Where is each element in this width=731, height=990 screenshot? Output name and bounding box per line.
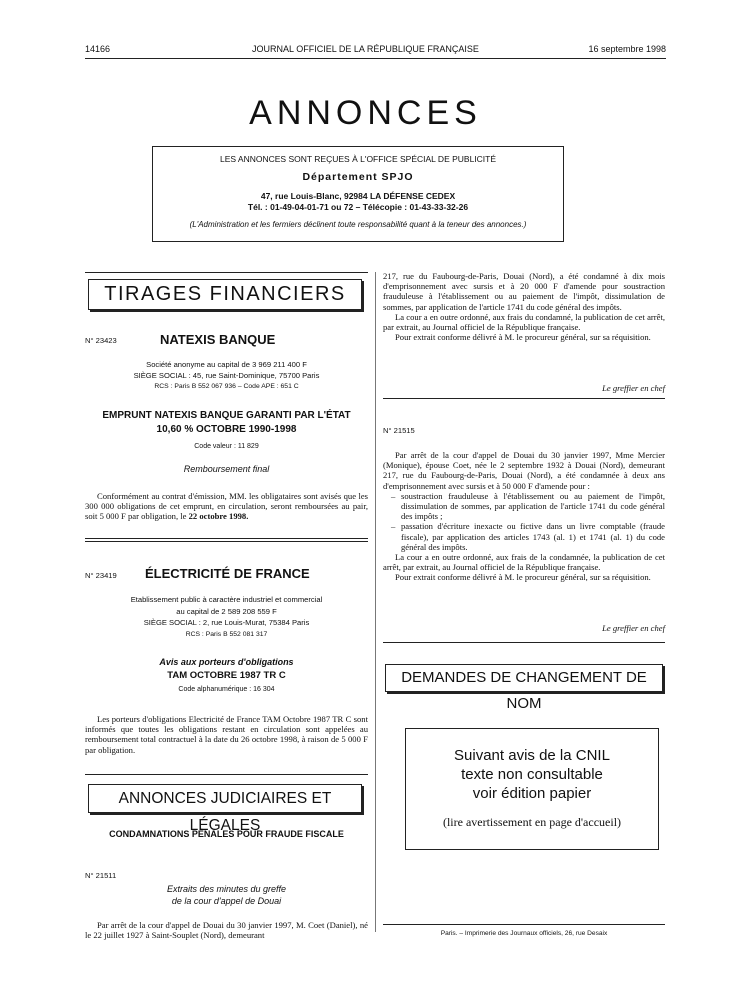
- disclaimer: (L'Administration et les fermiers déclinent toute responsabilité quant à la teneur des annonces.): [189, 220, 527, 229]
- natexis-body: Conformément au contrat d'émission, MM. les obligataires sont avisés que les 300 000 obligations de cet emprunt, en circulation, seront remboursées au pair, soit 5 000 F par obligation, le: [85, 491, 368, 522]
- extrait-conforme: Pour extrait conforme délivré à M. le procureur général, sur sa réquisition.: [395, 332, 651, 343]
- capital: au capital de 2 589 208 559 F: [176, 606, 277, 616]
- cnil-line: voir édition papier: [472, 785, 592, 802]
- cnil-notice-box: [405, 728, 659, 850]
- cnil-line: Suivant avis de la CNIL: [454, 747, 610, 764]
- phone-fax: Tél. : 01-49-04-01-71 ou 72 – Télécopie : 01-43-33-32-26: [247, 202, 469, 212]
- cnil-line: texte non consultable: [461, 766, 603, 783]
- mercier-text: [383, 450, 665, 583]
- notice-number: N° 21515: [383, 426, 415, 435]
- continuation-text: 217, rue du Faubourg-de-Paris, Douai (Nord), a été condamné à dix mois d'emprisonnement avec sursis et à 20 000 F d'amende pour soustraction frauduleuse à l'établissement ou au paiement de l'impôt, dissimulation de sommes, par application de l'article 1741 du code général des impôts.: [383, 271, 665, 312]
- extrait-line: Extraits des minutes du greffe: [166, 884, 287, 894]
- section-demandes-changement-nom: DEMANDES DE CHANGEMENT DE NOM: [385, 664, 663, 692]
- signature-greffier: Le greffier en chef: [602, 383, 665, 393]
- code-valeur: Code valeur : 11 829: [194, 443, 259, 450]
- charge-item: – soustraction frauduleuse à l'établissement ou au paiement de l'impôt, dissimulation de sommes, par application de l'article 1741 du code général des impôts ;: [401, 491, 665, 522]
- publication-order: La cour a en outre ordonné, aux frais de la condamnée, la publication de cet arrêt, par extrait, au Journal officiel de la République française.: [383, 552, 665, 573]
- notice-number: N° 23423: [85, 336, 117, 345]
- column-rule: [85, 774, 368, 775]
- cnil-warning: (lire avertissement en page d'accueil): [442, 815, 622, 829]
- status: Etablissement public à caractère industriel et commercial: [130, 595, 323, 604]
- edf-details: [85, 594, 368, 640]
- extrait-line: de la cour d'appel de Douai: [171, 896, 282, 906]
- signature-greffier: Le greffier en chef: [602, 623, 665, 633]
- header-rule: [85, 58, 666, 59]
- coet-body: Par arrêt de la cour d'appel de Douai du 30 janvier 1997, M. Coet (Daniel), né le 22 juillet 1927 à Saint-Souplet (Nord), demeurant: [85, 920, 368, 941]
- edf-body: Les porteurs d'obligations Electricité de France TAM Octobre 1987 TR C sont informés que toutes les obligations restant en circulation sont appelées au remboursement total contractuel à la date du 26 octobre 1998, à raison de 5 000 F par obligation.: [85, 714, 368, 755]
- address: 47, rue Louis-Blanc, 92984 LA DÉFENSE CEDEX: [260, 191, 456, 201]
- notice-number: N° 23419: [85, 571, 117, 580]
- publication-order: La cour a en outre ordonné, aux frais du condamné, la publication de cet arrêt, par extrait, au Journal officiel de la République française.: [383, 311, 665, 333]
- issue-date: 16 septembre 1998: [588, 44, 666, 54]
- divider: [85, 538, 368, 542]
- column-rule: [85, 272, 368, 273]
- charge-item: – passation d'écriture inexacte ou fictive dans un livre comptable (fraude fiscale), par application des articles 1743 (al. 1) et 1741 (al. 1) du code général des impôts.: [401, 521, 665, 552]
- column-separator: [375, 272, 376, 932]
- page-title: ANNONCES: [249, 94, 482, 132]
- journal-title: JOURNAL OFFICIEL DE LA RÉPUBLIQUE FRANÇAISE: [252, 44, 479, 54]
- coet-continuation: [383, 271, 665, 342]
- mercier-body: Par arrêt de la cour d'appel de Douai du 30 janvier 1997, Mme Mercier (Monique), épouse Coet, née le 2 septembre 1932 à Douai (Nord), demeurant 217, rue du Faubourg-de-Paris, Douai (Nord), a été condamnée à deux ans d'emprisonnement avec sursis et à 50 000 F d'amende pour :: [383, 450, 665, 491]
- avis-porteurs: Avis aux porteurs d'obligations: [159, 657, 294, 667]
- tam-title: TAM OCTOBRE 1987 TR C: [167, 670, 286, 681]
- rcs: RCS : Paris B 552 067 936 – Code APE : 651 C: [154, 383, 299, 390]
- coet-text: [85, 920, 368, 940]
- info-line: LES ANNONCES SONT REÇUES À L'OFFICE SPÉCIAL DE PUBLICITÉ: [219, 154, 497, 164]
- section-tirages-financiers: TIRAGES FINANCIERS: [88, 279, 362, 310]
- rcs: RCS : Paris B 552 081 317: [185, 630, 268, 638]
- condamnations-title: CONDAMNATIONS PÉNALES POUR FRAUDE FISCALE: [109, 829, 344, 839]
- remboursement-final: Remboursement final: [183, 464, 270, 474]
- natexis-text: [85, 491, 368, 522]
- cnil-text: [406, 746, 658, 803]
- department-name: Département SPJO: [302, 171, 414, 183]
- edf-text: [85, 714, 368, 755]
- extraits-title: [85, 883, 368, 907]
- notice-number: N° 21511: [85, 871, 117, 880]
- emprunt-title: [85, 409, 368, 437]
- page-number: 14166: [85, 44, 111, 54]
- printer-footer: Paris. – Imprimerie des Journaux officiels, 26, rue Desaix: [440, 930, 608, 937]
- company-name: ÉLECTRICITÉ DE FRANCE: [145, 566, 310, 581]
- code-alphanumerique: Code alphanumérique : 16 304: [178, 686, 275, 693]
- natexis-date: 22 octobre 1998.: [188, 511, 249, 522]
- emprunt-line: EMPRUNT NATEXIS BANQUE GARANTI PAR L'ÉTAT: [102, 410, 351, 421]
- divider: [383, 398, 665, 399]
- siege-social: SIÈGE SOCIAL : 2, rue Louis-Murat, 75384 Paris: [143, 618, 310, 627]
- siege-social: SIÈGE SOCIAL : 45, rue Saint-Dominique, 75700 Paris: [133, 371, 320, 380]
- divider: [383, 642, 665, 643]
- emprunt-rate: 10,60 % OCTOBRE 1990-1998: [156, 424, 297, 435]
- company-name: NATEXIS BANQUE: [160, 332, 276, 347]
- publicity-info-box: [152, 146, 564, 242]
- capital: Société anonyme au capital de 3 969 211 400 F: [146, 360, 307, 369]
- natexis-details: [85, 359, 368, 392]
- footer-rule: [383, 924, 665, 925]
- extrait-conforme: Pour extrait conforme délivré à M. le procureur général, sur sa réquisition.: [395, 572, 651, 583]
- section-annonces-judiciaires: ANNONCES JUDICIAIRES ET LÉGALES: [88, 784, 362, 813]
